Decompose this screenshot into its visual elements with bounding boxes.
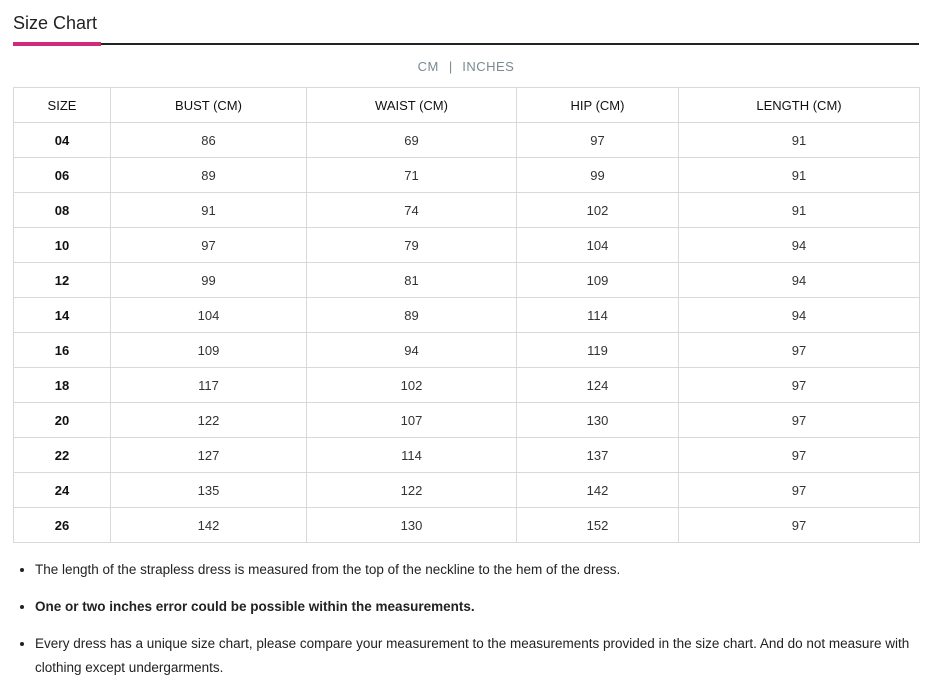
cell-length: 97: [679, 473, 920, 508]
unit-toggle: [13, 59, 919, 74]
cell-hip: 102: [517, 193, 679, 228]
cell-bust: 91: [111, 193, 307, 228]
cell-waist: 107: [307, 403, 517, 438]
size-notes-list: [13, 558, 935, 693]
note-item: • The length of the strapless dress is measured from the top of the neckline to the hem of the dress.: [35, 558, 935, 582]
cell-bust: 86: [111, 123, 307, 158]
unit-inches-button[interactable]: INCHES: [462, 59, 515, 74]
cell-waist: 71: [307, 158, 517, 193]
cell-bust: 135: [111, 473, 307, 508]
size-table: [13, 87, 920, 543]
cell-hip: 130: [517, 403, 679, 438]
table-row: [14, 263, 920, 298]
cell-waist: 130: [307, 508, 517, 543]
cell-bust: 127: [111, 438, 307, 473]
cell-length: 97: [679, 333, 920, 368]
cell-waist: 74: [307, 193, 517, 228]
cell-hip: 99: [517, 158, 679, 193]
cell-waist: 81: [307, 263, 517, 298]
column-header-length: LENGTH (CM): [679, 88, 920, 123]
table-row: [14, 158, 920, 193]
unit-separator: |: [448, 59, 453, 74]
cell-size: 14: [14, 298, 111, 333]
cell-hip: 97: [517, 123, 679, 158]
cell-bust: 122: [111, 403, 307, 438]
cell-size: 22: [14, 438, 111, 473]
cell-hip: 124: [517, 368, 679, 403]
unit-cm-button[interactable]: CM: [417, 59, 439, 74]
cell-hip: 137: [517, 438, 679, 473]
cell-bust: 142: [111, 508, 307, 543]
cell-size: 16: [14, 333, 111, 368]
note-item-emphasis: • One or two inches error could be possible within the measurements.: [35, 595, 935, 619]
cell-length: 91: [679, 193, 920, 228]
title-divider: [13, 43, 919, 45]
cell-length: 94: [679, 298, 920, 333]
cell-bust: 97: [111, 228, 307, 263]
cell-size: 10: [14, 228, 111, 263]
cell-hip: 119: [517, 333, 679, 368]
column-header-bust: BUST (CM): [111, 88, 307, 123]
cell-hip: 104: [517, 228, 679, 263]
cell-bust: 89: [111, 158, 307, 193]
table-row: [14, 403, 920, 438]
cell-bust: 104: [111, 298, 307, 333]
size-chart-header: [13, 0, 919, 46]
cell-length: 91: [679, 158, 920, 193]
cell-size: 20: [14, 403, 111, 438]
cell-size: 08: [14, 193, 111, 228]
cell-size: 04: [14, 123, 111, 158]
cell-size: 26: [14, 508, 111, 543]
table-row: [14, 123, 920, 158]
page-title: Size Chart: [13, 13, 98, 33]
cell-length: 91: [679, 123, 920, 158]
cell-waist: 89: [307, 298, 517, 333]
table-row: [14, 333, 920, 368]
cell-length: 94: [679, 228, 920, 263]
table-row: [14, 438, 920, 473]
cell-length: 94: [679, 263, 920, 298]
cell-size: 06: [14, 158, 111, 193]
cell-length: 97: [679, 508, 920, 543]
table-row: [14, 473, 920, 508]
cell-length: 97: [679, 368, 920, 403]
cell-bust: 117: [111, 368, 307, 403]
cell-waist: 79: [307, 228, 517, 263]
table-row: [14, 228, 920, 263]
table-row: [14, 368, 920, 403]
cell-hip: 152: [517, 508, 679, 543]
note-item: • Every dress has a unique size chart, please compare your measurement to the measurements provided in the size chart. And do not measure with clothing except undergarments.: [35, 632, 935, 680]
title-accent-bar: [13, 42, 101, 46]
cell-size: 24: [14, 473, 111, 508]
cell-waist: 102: [307, 368, 517, 403]
column-header-waist: WAIST (CM): [307, 88, 517, 123]
cell-waist: 114: [307, 438, 517, 473]
cell-bust: 109: [111, 333, 307, 368]
cell-waist: 122: [307, 473, 517, 508]
cell-length: 97: [679, 403, 920, 438]
column-header-hip: HIP (CM): [517, 88, 679, 123]
table-row: [14, 298, 920, 333]
cell-size: 18: [14, 368, 111, 403]
cell-hip: 109: [517, 263, 679, 298]
cell-hip: 142: [517, 473, 679, 508]
cell-size: 12: [14, 263, 111, 298]
cell-length: 97: [679, 438, 920, 473]
cell-waist: 94: [307, 333, 517, 368]
cell-hip: 114: [517, 298, 679, 333]
cell-bust: 99: [111, 263, 307, 298]
table-header-row: [14, 88, 920, 123]
table-row: [14, 193, 920, 228]
column-header-size: SIZE: [14, 88, 111, 123]
cell-waist: 69: [307, 123, 517, 158]
table-row: [14, 508, 920, 543]
